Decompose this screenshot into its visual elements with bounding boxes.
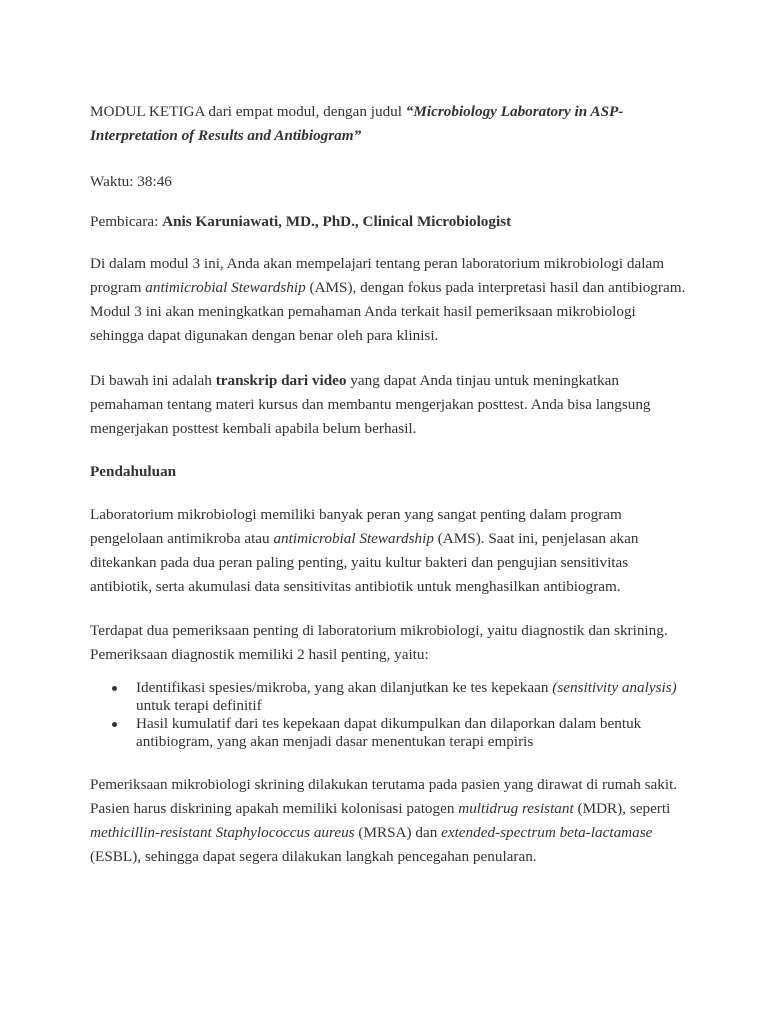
bullet-1-text-2: untuk terapi definitif (136, 697, 262, 714)
paragraph-3-emphasis-1: multidrug resistant (458, 800, 574, 817)
bullet-1-emphasis: (sensitivity analysis) (552, 679, 677, 696)
intro-emphasis: antimicrobial Stewardship (145, 279, 306, 296)
paragraph-3-text-4: (ESBL), sehingga dapat segera dilakukan langkah pencegahan penularan. (90, 848, 537, 865)
paragraph-1-emphasis: antimicrobial Stewardship (273, 530, 434, 547)
paragraph-3-emphasis-2: methicillin-resistant Staphylococcus aureus (90, 824, 355, 841)
bullet-icon (112, 686, 117, 691)
bullet-1-text-1: Identifikasi spesies/mikroba, yang akan dilanjutkan ke tes kepekaan (136, 679, 553, 696)
paragraph-1 (90, 503, 690, 599)
module-title: “Microbiology Laboratory in ASP-Interpretation of Results and Antibiogram” (90, 103, 624, 144)
paragraph-1-text-1: Laboratorium mikrobiologi memiliki banyak peran yang sangat penting dalam program pengelolaan antimikroba atau (90, 506, 622, 547)
paragraph-3 (90, 773, 690, 869)
transcript-note-bold: transkrip dari video (215, 372, 347, 389)
module-title-prefix: MODUL KETIGA dari empat modul, dengan judul (90, 103, 406, 120)
paragraph-3-text-1: Pemeriksaan mikrobiologi skrining dilakukan terutama pada pasien yang dirawat di rumah sakit. Pasien harus diskrining apakah memiliki kolonisasi patogen (90, 776, 678, 817)
paragraph-1-text-2: (AMS). Saat ini, penjelasan akan ditekankan pada dua peran paling penting, yaitu kultur bakteri dan pengujian sensitivitas antibiotik, serta akumulasi data sensitivitas antibiotik untuk menghasilkan antibiogram. (90, 530, 639, 595)
bullet-2-text: Hasil kumulatif dari tes kepekaan dapat dikumpulkan dan dilaporkan dalam bentuk antibiogram, yang akan menjadi dasar menentukan terapi empiris (136, 715, 642, 750)
paragraph-2: Terdapat dua pemeriksaan penting di laboratorium mikrobiologi, yaitu diagnostik dan skrining. Pemeriksaan diagnostik memiliki 2 hasil penting, yaitu: (90, 622, 668, 663)
paragraph-3-emphasis-3: extended-spectrum beta-lactamase (441, 824, 653, 841)
duration-text: Waktu: 38:46 (90, 173, 172, 190)
bullet-icon (112, 722, 117, 727)
transcript-note-text-2: yang dapat Anda tinjau untuk meningkatkan pemahaman tentang materi kursus dan membantu mengerjakan posttest. Anda bisa langsung mengerjakan posttest kembali apabila belum berhasil. (90, 372, 651, 437)
speaker-name: Anis Karuniawati, MD., PhD., Clinical Microbiologist (162, 213, 512, 230)
module-title-paragraph (90, 100, 690, 148)
paragraph-3-text-2: (MDR), seperti (573, 800, 678, 817)
list-item (90, 679, 690, 715)
bullet-list (90, 679, 690, 751)
document-body (90, 100, 690, 887)
speaker-label: Pembicara: (90, 213, 163, 230)
intro-text-2: (AMS), dengan fokus pada interpretasi hasil dan antibiogram. Modul 3 ini akan meningkatkan pemahaman Anda terkait hasil pemeriksaan mikrobiologi sehingga dapat digunakan dengan benar oleh para klinisi. (90, 279, 686, 344)
paragraph-3-text-3: (MRSA) dan (354, 824, 442, 841)
transcript-note-text-1: Di bawah ini adalah (90, 372, 216, 389)
speaker-paragraph (90, 210, 690, 234)
intro-paragraph (90, 252, 690, 348)
intro-text-1: Di dalam modul 3 ini, Anda akan mempelajari tentang peran laboratorium mikrobiologi dalam program (90, 255, 665, 296)
transcript-note-paragraph (90, 369, 690, 441)
section-heading: Pendahuluan (90, 463, 177, 480)
list-item (90, 715, 690, 751)
